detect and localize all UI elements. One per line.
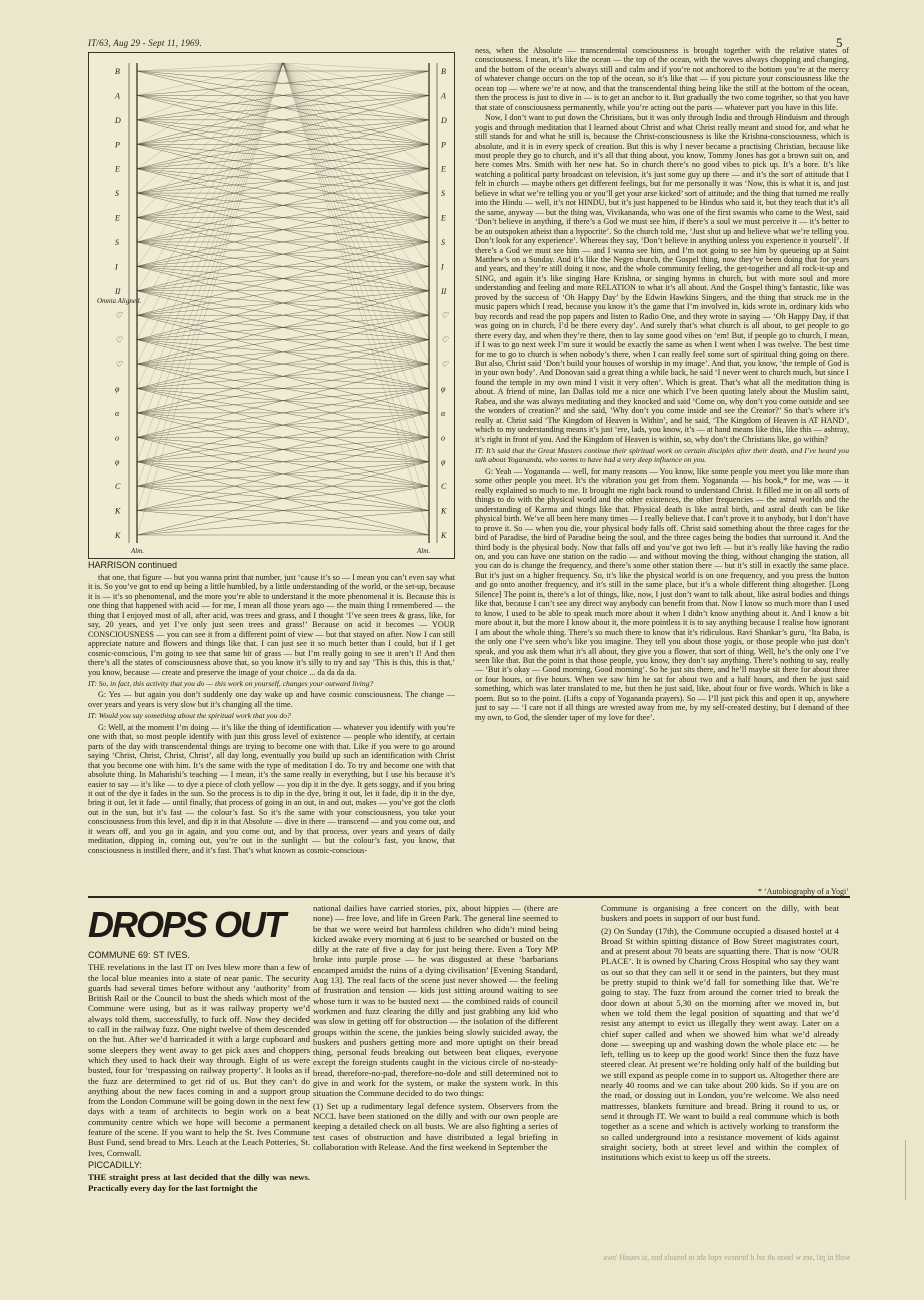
fan-left-0 (137, 63, 283, 71)
footnote: * ‘Autobiography of a Yogi’ (758, 887, 849, 896)
monochord-illustration (89, 53, 454, 558)
col2-paragraph-2: IT: It’s said that the Great Masters continue their spiritual work on certain disciples after their death, and I’ve heard you talk about Yogananda, who seems to have had a very deep influence on you. (475, 446, 849, 465)
left-node-label-5: S (115, 189, 119, 199)
legal-defence-paragraph: (1) Set up a rudimentary legal defence system. Observers from the NCCL have been stationed on the dilly and with our own people are keeping a detailed check on all busts. We are also fighting a series of test cases of obstruction and have distributed a legal briefing in collaboration with Release. And the first weekend in September the (313, 1100, 558, 1152)
left-node-label-16: φ (115, 457, 120, 467)
fan-right-0 (283, 63, 429, 71)
left-node-label-2: D (115, 115, 121, 125)
figure-bottom-right-label: Alm. (417, 547, 431, 555)
right-node-label-15: ο (441, 433, 445, 443)
right-node-label-9: II (441, 286, 447, 296)
left-node-label-1: A (115, 91, 120, 101)
fan-right-15 (283, 63, 429, 437)
col1-paragraph-2: G: Yes — but again you don’t suddenly one day wake up and have cosmic consciousness. The change — over years and years is very slow but it’s changing all the time. (88, 690, 455, 709)
col2-paragraph-0: ness, when the Absolute — transcendental consciousness is brought together with the relative states of consciousness. I mean, it’s like the ocean — the top of the ocean, with the waves always chopping and changing, and the bottom of the ocean’s always still and calm and if you’re not anchored to the bottom you’re at the mercy of whatever change occurs on the top of the ocean, so it’s like that — if you picture your consciousness like the ocean top — where we’re at now, and that the transcendental thing being like the still at the bottom of the ocean, then the process is just to dive in — is to get an anchor to it. But gradually the two come together, so that you have that state of consciousness permanently, while you’re acting out the parts — whatever part you have in this life. (475, 46, 849, 112)
right-node-label-6: E (441, 213, 446, 223)
right-node-label-19: K (441, 531, 447, 540)
col1-paragraph-1: IT: So, in fact, this activity that you do — this work on yourself, changes your outward living? (88, 678, 374, 688)
drops-column-b (313, 903, 558, 1246)
fan-left-2 (137, 63, 283, 120)
left-node-label-11: ♡ (115, 335, 123, 345)
right-node-label-2: D (441, 115, 447, 125)
broad-st-paragraph: (2) On Sunday (17th), the Commune occupied a disused hostel at 4 Broad St within spitting distance of Bow Street magistrates court, and at present about 70 beats are squatting there. That is now ‘OUR PLACE’. It is owned by Charing Cross Hospital who say they want us out so that they can sell it or send in the painters, but they must be pretty stupid to think we’d fall for something like that. We’re going to stay. The fuzz from around the corner tried to break the door down at about 5,30 on the morning after we moved in, but when we told them the legal position of squatting and that we’d resist any attempt to evict us illegally they went away. Later on a chief super called and when we showed him what we’d already done — sweeping up and washing down the whole place etc — he left, telling us to keep up the good work! Since then the fuzz have steered clear. At present we’re holding only half of the building but we still expand as people come in to support us. Altogether there are nearly 40 rooms and we can take about 200 kids. So if you are on the road, or dossing out in London, you’re welcome. We also need mattresses, blankets furniture and bread. Bring it round to us, or send it through IT. We want to build a real commune which is both together as a scene and which is actively working to transform the so called underground into a resistance movement of kids against straight society, both at street level and within the complex of institutions which exist to keep us off the streets. (601, 925, 839, 1163)
right-node-label-1: A (441, 91, 446, 101)
right-node-label-3: P (441, 140, 446, 150)
figure-caption: HARRISON continued (88, 560, 178, 570)
fan-left-17 (137, 63, 283, 486)
piccadilly-paragraph: national dailies have carried stories, pix, about hippies — (there are none) — free love, and life in Green Park. The general line seemed to be that we were weird but harmless children who didn’t mind being kicked awake every morning at 6 just to be searched or busted on the dilly at the rate of five a day for just being there. Even a Tory MP broke into purple prose — he was disgusted at these ‘barbarians encamped amidst the ruins of a dying civilisation’ [Evening Standard, Aug 13]. The real facts of the scene just never showed — the feeling of frustration and tension — kids just sitting around waiting to see whose turn it was to be busted next — the combined raids of council workmen and fuzz clearing the dilly and just grabbing any kid who was slow in getting off for obstruction — the isolation of the different groups within the scene, the junkies being slowly suicided away, the buskers and pushers getting more and more uptight on their bread thing, personal feuds breaking out between beat cliques, everyone except the foreign students caught in the vicious circle of no-steady-bread, therefore-no-pad, therefore-no-dole and still determined not to give in and work for the system, or make the system work. In this situation the Commune decided to do two things: (313, 903, 558, 1099)
article-column-left (88, 573, 455, 888)
left-node-label-13: φ (115, 384, 120, 394)
page-header-issue: IT/63, Aug 29 - Sept 11, 1969. (88, 38, 202, 48)
drops-out-title: DROPS OUT (88, 904, 285, 945)
right-node-label-4: E (441, 164, 446, 174)
fan-left-11 (137, 63, 283, 340)
figure-bottom-left-label: Alm. (131, 547, 145, 555)
figure-panel (88, 52, 455, 559)
right-node-label-17: C (441, 482, 447, 492)
piccadilly-lead: THE straight press at last decided that the dilly was news. Practically every day for the last fortnight the (88, 1172, 310, 1193)
commune-subhead: COMMUNE 69: ST IVES. (88, 950, 190, 960)
article-column-right (475, 46, 849, 889)
col2-paragraph-1: Now, I don’t want to put down the Christians, but it was only through India and through Hinduism and through yogis and through meditation that I learned about Christ and what Christ really meant and stood for, and what he still stands for and what he still is, because the Christ-consciousness is like the Krishna-consciousness, which is absolute, and it is in every speck of creation. But this is why I never became a practising Christian, because like most people they go to church, and it’s all that thing about, you know, Tommy Jones has got a brown suit on, and here comes Mrs. Smith with her new hat. So in church there’s no good vibes to pick up. It’s a bore. It’s like watching a political party broadcast on television, it’s just some guy up there — and it’s the sort of attitude that I felt in church — maybe others get different feelings, but for me personally it was ‘Now, this is what it is, and just believe in what we’re telling you or you’ll get your arse kicked’ sort of attitude; and the thing that turned me really into the Hindu — well, it’s not HINDU, but it’s just happened to be Hindus who said it, but they teach that it’s all the same, anyway — but the thing was, Vivikananda, who was one of the first swamis who came to the West, said ‘Don’t believe in anything, if there’s a God we must see him, if there’s a soul we must perceive it — it’s better to be an outspoken atheist than a hypocrite’. So the church told me, ‘Just shut up and believe what we’re telling you. Don’t look for any experience’. Whereas they say, ‘Don’t believe in anything unless you experience it yourself’. If there’s a God we must see him — and I wanna see him, and I’m not going to see him by queueing up at Saint Matthew’s on a Sunday. And it’s like the Negro church, the Gospel thing, now they’ve been doing that for years and years, and they’re still doing it now, and the whole community feeling, the get-together and all rock-it-up and SING, and again it’s like singing Hare Krishna, or singing hymns in church, but with more soul and more understanding and feeling and more RELATION to what it’s all about. And the Gospel thing’s fantastic, like was proved by the success of ‘Oh Happy Day’ by the Edwin Hawkins Singers, and the thing that struck me in the music papers which I read, because you know it’s the game that I’m involved in, kids wrote in, ordinary kids who buy records and read the pop papers and listen to Radio One, and they wrote in saying — ‘Oh Happy Day, if that was going on in church, I’d be there every day’. And surely that’s what church is all about, to get people to go there every day, and when they’re there, then to lay some good vibes on ‘em! But, if people go to church, I mean, if I was to go next week I’m sure it would be exactly the same as when I went when I was twelve. The best time for me to go to church is when nobody’s there, when I can really feel some sort of spiritual thing going on there. But also, Christ said ‘Don’t build your houses of worship in my image’. And that, you know, ‘the temple of God is in your own body’. And Donovan said a great thing a while back, he said ‘I never went to church much, but since I found the temple in my own mind I visit it very often’. Which is great. That’s what all the meditation thing is about. A friend of mine, Ian Dallas told me a nice one which I’ve been quoting lately about the Muslim saint, Rabea, and she was always meditating and they knocked and said ‘Come on, why don’t you come outside and see the wonders of creation?’ and she said, ‘Why don’t you come inside and see the Creator?’ So that’s where it’s really at. Christ said ‘The Kingdom of Heaven is Within’, and he said, ‘The Kingdom of Heaven is AT HAND’, which to my understanding means it’s just ‘ere, lads, you know, it’s — at hand means like this, like this — ashtray, it’s right in front of you. And the Kingdom of Heaven is within, so, why don’t the Christians like, go within? (475, 113, 849, 444)
left-node-label-14: α (115, 408, 120, 418)
fan-right-5 (283, 63, 429, 193)
left-node-label-0: B (115, 67, 120, 76)
fan-right-1 (283, 63, 429, 95)
col2-paragraph-3: G: Yeah — Yogananda — well, for many reasons — You know, like some people you meet you like more than some other people you meet. It’s the vibration you get from them. Yogananda — his book,* for me, was — it really explained so much to me. It brought me right back round to understand Christ. It filled me in on all sorts of things to do with the physical world and the other existences, the other frequencies — the astral worlds and the understanding of Karma and things like that. Physical death is like astral birth, and astral death can be like physical birth. We’ve all been here many times — I really believe that. I can’t prove it to anybody, but I don’t have to prove it. So — when you die, your physical body falls off. Christ said something about the three cages for the bird of Paradise, the bird of Paradise being the soul, and the three cages being the bodies that surround it. And the third body is the physical body. Now that falls off and you’ve got two left — but it’s really like having the radio on, and you can have one station on the radio — and without moving the thing, without changing the station, all you can do is change the frequency, and there’s some other station there — but it’s still in exactly the same place. But it’s just on a higher frequency. So, it’s like the physical world is on one frequency, and you press the button and go onto another frequency, and it’s still in the same place, but it’s a whole different thing altogether. [Long Silence] The point is, there’s a lot of things, like, now, I just don’t want to talk about, like astral bodies and things like that, because I can’t see any direct way anybody can benefit from that. Now I know so much more than I used to know, I used to be able to speak much more about it when I didn’t know anything about it. And I know a bit more about it, but the more I know about it, the more pointless it is to say anything because I realise how ignorant I am about the whole thing. There’s so much there to know that it’s ridiculous. Ravi Shankar’s guru, ‘Ita Baba, is the only one I’ve seen who’s like you imagine. They tell you about those yogis, or those people who just don’t speak, and you ask them what it’s all about, they give you a flower, that sort of thing. Well, he’s the only one I’ve seen like that. But the point is that those people, you know, they don’t say anything. There’s nothing to say, really — ‘But it’s okay — Good morning, Good morning’. So he just sits there, and he’ll maybe sit there for about three or four hours, or five hours. When we saw him he sat for about two and a half hours, and then he just said something, which was later translated to me, but then he just said, like, about four or five words. Which is like a poem. But so to the point. (Lifts a copy of Yogananda prayers). So — I’ll just pick this and open it up, anywhere just to say — ‘I care not if all things are wrested away from me, by my self-created destiny, but I demand of thee my own, to God, the slender taper of my love for thee’. (475, 466, 849, 722)
col1-paragraph-4: G: Well, at the moment I’m doing — it’s like the thing of identification — whatever you identify with you’re one with that, so most people identify with just this gross level of existence — people who identify, at certain parts of the day with transcendental things are trying to become one with that. Like if you were to go around saying ‘Christ, Christ, Christ, Christ’, all day long, eventually you build up such an identification with Christ that you become one with him. It’s the same with the type of meditation I do. To try and become one with that absolute thing. In Maharishi’s teaching — I mean, it’s the same really in everything, but I use his because it’s easier to say — it’s like — to dye a piece of cloth yellow — you dip it in the dye. It gets soggy, and if you bring it out of the dye it fades in the sun. So the process is to dip in the dye, bring it out, let it fade, dip it in the dye, bring it out, let it fade — until finally, that process of going in an out, in and out, makes — you’ve got the cloth out in the sun, but it’s fast — the colour’s fast. So it’s the same with your consciousness, you take your consciousness from this level, and dip it in that Absolute — dive in there — transcend — and you come out, and it wears off, and you go in again, and you come out, and by that process, over years and years of daily meditation, dipping in, coming out, you’re out in the sunlight — but the colour’s fast, you know, that consciousness is instilled there, and it’s fast. That’s what known as cosmic-conscious- (88, 722, 455, 855)
bleed-through-text: wolf ni ptl ,ses w bnon alt sel d betnesv eqol sht ot betsols bns ,si esuoH 'swa (603, 1253, 850, 1262)
page-number: 5 (836, 35, 843, 50)
fan-right-17 (283, 63, 429, 486)
fan-left-19 (137, 63, 283, 535)
left-node-label-10: ♡ (115, 311, 123, 321)
fan-left-16 (137, 63, 283, 462)
left-node-label-8: I (115, 262, 118, 272)
left-node-label-19: K (115, 531, 121, 540)
figure-side-label: Omnia Aligned. (97, 297, 142, 305)
right-node-label-16: φ (441, 457, 446, 467)
left-node-label-7: S (115, 237, 119, 247)
col1-paragraph-3: IT: Would you say something about the spiritual work that you do? (88, 711, 291, 721)
left-node-label-17: C (115, 482, 121, 492)
fan-right-2 (283, 63, 429, 120)
st-ives-paragraph: THE revelations in the last IT on Ives blew more than a few of the local blue meanies into a state of near panic. The security guards had several times before without any ‘authority’ from British Rail or the Council to bust the sheds which most of the Commune were using, but as it was railway property we’d always told them, successfully, to fuck off. Now they decided to call in the railway fuzz. One night twelve of them descended on the hut. After we’d barricaded it with a large cupboard and some sleepers they went away to get pick axes and choppers which they used to hack their way through. Eight of us were busted, four for ‘trespassing on railway property’. It looks as if the fuzz are determined to get rid of us. But they can’t do anything about the new faces coming in and a support group from the London Commune will be going down in the next few days with a team of architects to begin work on a beat community centre which we hope will become a permanent feature of the scene. If you want to help the St. Ives Commune Bust Fund, send bread to Mrs. Leach at the Leach Potteries, St. Ives, Cornwall. (88, 962, 310, 1158)
right-node-label-5: S (441, 189, 445, 199)
left-node-label-4: E (115, 164, 120, 174)
left-node-label-3: P (115, 140, 120, 150)
right-node-label-10: ♡ (441, 311, 449, 321)
right-node-label-8: I (441, 262, 444, 272)
free-concert-paragraph: Commune is organising a free concert on the dilly, with beat buskers and poets in support of our bust fund. (601, 903, 839, 924)
fan-left-5 (137, 63, 283, 193)
left-node-label-15: ο (115, 433, 119, 443)
right-node-label-18: K (441, 506, 447, 516)
right-node-label-14: α (441, 408, 446, 418)
right-node-label-0: B (441, 67, 446, 76)
section-divider (88, 896, 850, 898)
fan-right-11 (283, 63, 429, 340)
left-node-label-18: K (115, 506, 121, 516)
drops-column-a (88, 950, 310, 1246)
col1-paragraph-0: that one, that figure — but you wanna print that number, just ‘cause it’s so — I mean you can’t even say what it is. So you’ve got to end up being a little humbled, by a little understanding of the world, or the set-up, because it is — it’s so phenomenal, and the more you’re able to understand it the more phenomenal it is. Because this is one thing that happened with acid — for me, I mean all those years ago — the main thing I remembered — the thing that I enjoyed most of all, after acid, was trees and grass, and I thought ‘I’ve seen trees & grass, like, for say, 20 years, and yet I’ve only just seen trees and grass!’ Because on acid it becomes — YOUR CONSCIOUSNESS — you can see it from a different point of view — but that stayed on after. Now I can still appreciate nature and flowers and things like that. I can just see it so much better than I could, but if I get cosmic-conscious, I’m going to see that same bit of grass — but I’m really going to see it aren’t I! And then there’s all the states of consciousness above that, so you know it’s silly to try and say ‘This is this, this is that,’ you know, because — create and preserve the image of your choice ... da da da da. (88, 573, 455, 677)
left-node-label-6: E (115, 213, 120, 223)
right-node-label-11: ♡ (441, 335, 449, 345)
fan-left-6 (137, 63, 283, 218)
left-node-label-9: II (115, 286, 121, 296)
piccadilly-subhead: PICCADILLY: (88, 1159, 142, 1170)
fan-left-7 (137, 63, 283, 242)
left-node-label-12: ♡ (115, 360, 123, 370)
fan-right-16 (283, 63, 429, 462)
fan-right-19 (283, 63, 429, 535)
drops-column-c (601, 903, 839, 1246)
gutter-mark (905, 1140, 918, 1200)
right-node-label-12: ♡ (441, 360, 449, 370)
fan-left-1 (137, 63, 283, 95)
fan-left-15 (137, 63, 283, 437)
fan-right-6 (283, 63, 429, 218)
right-node-label-7: S (441, 237, 445, 247)
fan-right-7 (283, 63, 429, 242)
right-node-label-13: φ (441, 384, 446, 394)
